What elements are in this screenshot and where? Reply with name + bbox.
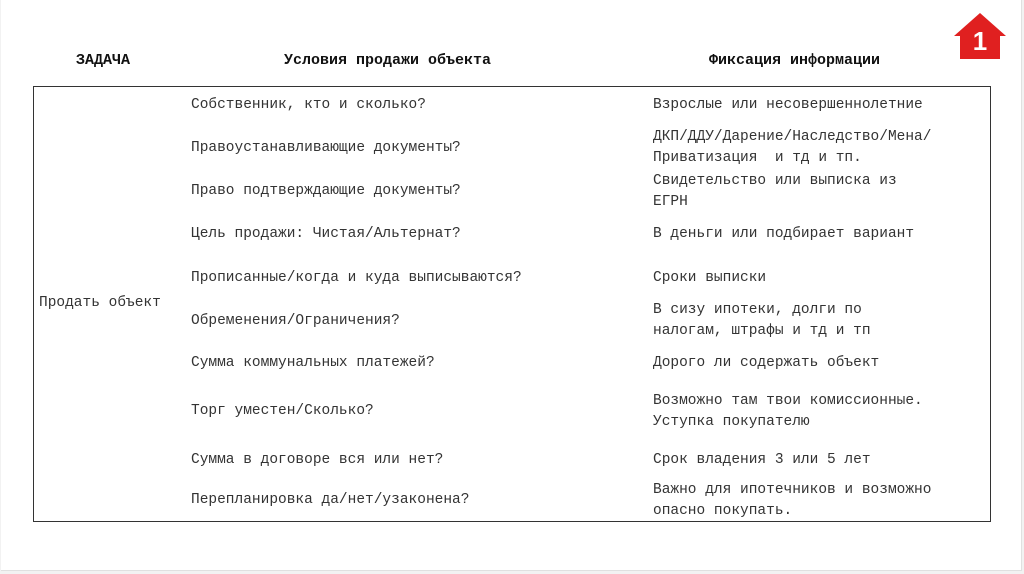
info-10: Важно для ипотечников и возможно опасно покупать. (653, 482, 932, 519)
info-6: В сизу ипотеки, долги по налогам, штрафы и тд и тп (653, 302, 871, 339)
condition-10: Перепланировка да/нет/узаконена? (191, 492, 470, 508)
info-3: Свидетельство или выписка из ЕГРН (653, 173, 897, 210)
condition-4: Цель продажи: Чистая/Альтернат? (191, 226, 461, 242)
condition-3: Право подтверждающие документы? (191, 183, 461, 199)
task-label: Продать объект (39, 295, 161, 311)
condition-8: Торг уместен/Сколько? (191, 403, 374, 419)
header-conditions: Условия продажи объекта (284, 52, 492, 69)
condition-5: Прописанные/когда и куда выписываются? (191, 270, 522, 286)
condition-1: Собственник, кто и сколько? (191, 97, 426, 113)
info-4: В деньги или подбирает вариант (653, 226, 915, 242)
info-1: Взрослые или несовершеннолетние (653, 97, 923, 113)
condition-7: Сумма коммунальных платежей? (191, 355, 435, 371)
slide (1, 0, 1022, 571)
condition-9: Сумма в договоре вся или нет? (191, 452, 444, 468)
info-2: ДКП/ДДУ/Дарение/Наследство/Мена/ Приватизация и тд и тп. (653, 129, 932, 166)
info-9: Срок владения 3 или 5 лет (653, 452, 871, 468)
header-task: ЗАДАЧА (76, 52, 131, 69)
info-5: Сроки выписки (653, 270, 767, 286)
info-7: Дорого ли содержать объект (653, 355, 880, 371)
condition-2: Правоустанавливающие документы? (191, 140, 461, 156)
logo-number: 1 (972, 26, 988, 56)
house-number-icon (952, 10, 1008, 62)
header-info: Фиксация информации (709, 52, 881, 69)
condition-6: Обременения/Ограничения? (191, 313, 400, 329)
info-8: Возможно там твои комиссионные. Уступка покупателю (653, 393, 923, 430)
